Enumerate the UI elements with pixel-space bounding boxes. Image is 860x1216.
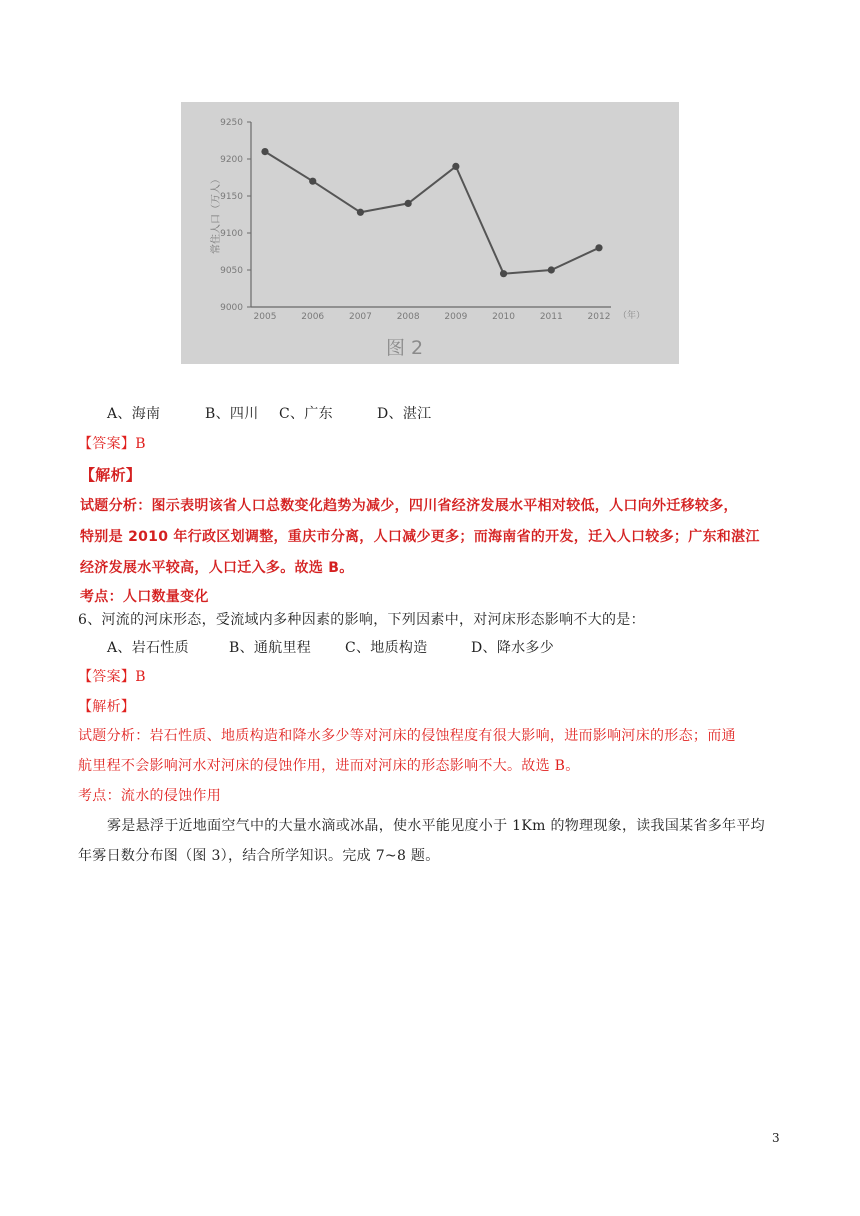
y-tick-label: 9150 xyxy=(220,192,243,202)
q6-option-d: D、降水多少 xyxy=(471,640,555,656)
y-tick-label: 9250 xyxy=(220,118,243,128)
q6-kaodian: 考点：流水的侵蚀作用 xyxy=(78,788,221,804)
y-tick-label: 9100 xyxy=(220,229,243,239)
x-tick-label: 2010 xyxy=(492,312,516,322)
data-point xyxy=(357,209,364,216)
data-point xyxy=(595,244,602,251)
figure-2 xyxy=(181,102,679,364)
data-point xyxy=(548,266,555,273)
x-tick-label: 2008 xyxy=(396,312,420,322)
x-tick-label: 2012 xyxy=(587,312,611,322)
x-tick-label: 2007 xyxy=(348,312,372,322)
x-unit-label: （年） xyxy=(618,311,646,321)
q6-answer: 【答案】B xyxy=(78,669,146,685)
q6-option-b: B、通航里程 xyxy=(229,640,312,656)
data-point xyxy=(452,163,459,170)
intro-line-1: 雾是悬浮于近地面空气中的大量水滴或冰晶，使水平能见度小于 1Km 的物理现象，读我国某省多年平均 xyxy=(107,818,765,834)
population-line-chart xyxy=(181,102,679,364)
q6-analysis-line-1: 试题分析：岩石性质、地质构造和降水多少等对河床的侵蚀程度有很大影响，进而影响河床的形态；而通 xyxy=(78,728,736,744)
y-tick-label: 9050 xyxy=(220,266,243,276)
x-tick-label: 2005 xyxy=(253,312,277,322)
data-point xyxy=(405,200,412,207)
q5-analysis-label: 【解析】 xyxy=(80,466,142,484)
q6-analysis-label: 【解析】 xyxy=(78,699,136,715)
x-tick-label: 2006 xyxy=(301,312,325,322)
q6-question: 6、河流的河床形态，受流域内多种因素的影响，下列因素中，对河床形态影响不大的是： xyxy=(78,612,645,628)
page-number: 3 xyxy=(772,1131,780,1145)
q5-analysis-line-2: 特别是 2010 年行政区划调整，重庆市分离，人口减少更多；而海南省的开发，迁入人口较多；广东和湛江 xyxy=(80,529,760,545)
q5-option-c: C、广东 xyxy=(279,406,333,422)
y-axis-label: 常住人口（万人） xyxy=(211,174,222,254)
x-tick-label: 2009 xyxy=(444,312,468,322)
q5-option-d: D、湛江 xyxy=(377,406,432,422)
y-tick-label: 9000 xyxy=(220,303,243,313)
q5-kaodian: 考点：人口数量变化 xyxy=(80,589,209,605)
q5-options xyxy=(107,403,431,423)
series-line xyxy=(265,152,599,274)
q6-analysis-line-2: 航里程不会影响河水对河床的侵蚀作用，进而对河床的形态影响不大。故选 B。 xyxy=(78,758,580,774)
intro-line-2: 年雾日数分布图（图 3），结合所学知识。完成 7~8 题。 xyxy=(78,848,440,864)
q5-analysis-line-1: 试题分析：图示表明该省人口总数变化趋势为减少，四川省经济发展水平相对较低，人口向外迁移较多， xyxy=(80,498,738,514)
figure-caption: 图 2 xyxy=(386,337,424,359)
q5-analysis-line-3: 经济发展水平较高，人口迁入多。故选 B。 xyxy=(80,560,354,576)
data-point xyxy=(309,178,316,185)
q5-option-b: B、四川 xyxy=(205,406,259,422)
q6-option-c: C、地质构造 xyxy=(345,640,428,656)
data-point xyxy=(261,148,268,155)
q5-option-a: A、海南 xyxy=(107,406,161,422)
y-tick-label: 9200 xyxy=(220,155,243,165)
q5-answer: 【答案】B xyxy=(78,436,146,452)
q6-options xyxy=(107,637,554,657)
x-tick-label: 2011 xyxy=(539,312,563,322)
data-point xyxy=(500,270,507,277)
q6-option-a: A、岩石性质 xyxy=(107,640,189,656)
